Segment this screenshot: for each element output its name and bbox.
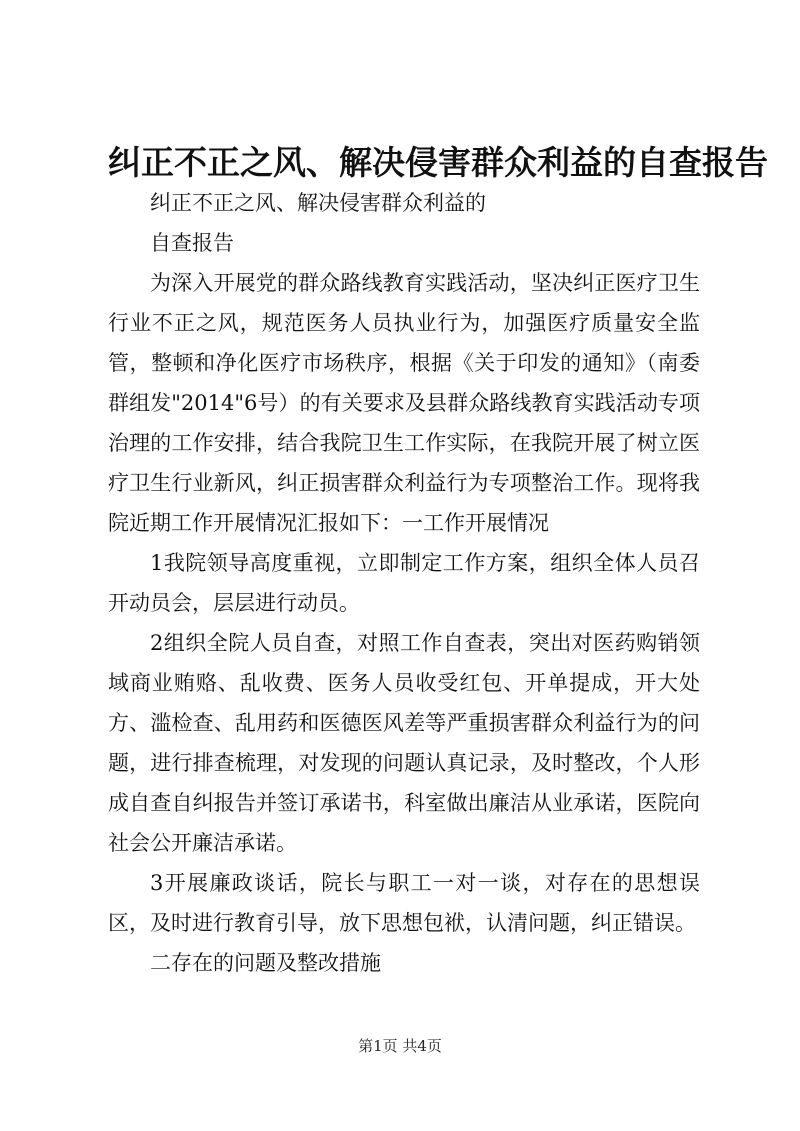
subtitle-line-1: 纠正不正之风、解决侵害群众利益的 [150, 191, 486, 215]
section-heading: 二存在的问题及整改措施 [150, 951, 381, 975]
document-title: 纠正不正之风、解决侵害群众利益的自查报告 [108, 143, 768, 182]
item-1-paragraph: 1我院领导高度重视，立即制定工作方案，组织全体人员召开动员会，层层进行动员。 [108, 551, 700, 615]
item-2-paragraph: 2组织全院人员自查，对照工作自查表，突出对医药购销领域商业贿赂、乱收费、医务人员收受红包、开单提成，开大处方、滥检查、乱用药和医德医风差等严重损害群众利益行为的问题，进行排查梳理，对发现的问题认真记录，及时整改，个人形成自查自纠报告并签订承诺书，科室做出廉洁从业承诺，医院向社会公开廉洁承诺。 [108, 631, 700, 855]
intro-paragraph: 为深入开展党的群众路线教育实践活动，坚决纠正医疗卫生行业不正之风，规范医务人员执业行为，加强医疗质量安全监管，整顿和净化医疗市场秩序，根据《关于印发的通知》（南委群组发"2014"6号）的有关要求及县群众路线教育实践活动专项治理的工作安排，结合我院卫生工作实际，在我院开展了树立医疗卫生行业新风，纠正损害群众利益行为专项整治工作。现将我院近期工作开展情况汇报如下：一工作开展情况 [108, 271, 700, 535]
page-number-footer: 第1页 共4页 [358, 1037, 442, 1055]
subtitle-line-2: 自查报告 [150, 231, 234, 255]
document-body [108, 183, 700, 983]
item-3-paragraph: 3开展廉政谈话，院长与职工一对一谈，对存在的思想误区，及时进行教育引导，放下思想包袱，认清问题，纠正错误。 [108, 871, 700, 935]
